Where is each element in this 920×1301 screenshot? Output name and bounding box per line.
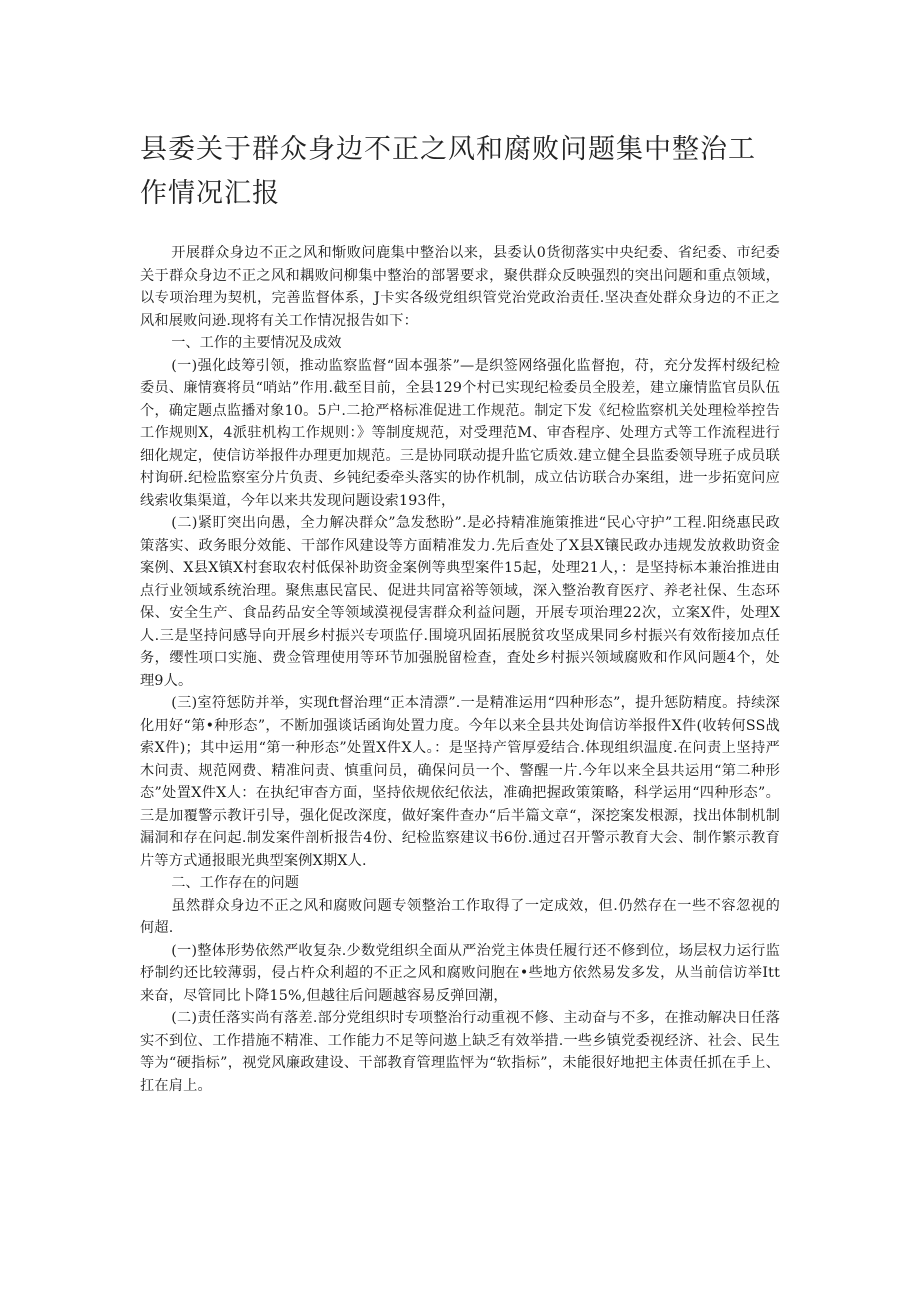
body-paragraph: (二)紧盯突出向愚，全力解决群众”急发愁盼”.是必持精准施策推进“民心守护”工程.阳绕惠民政策落实、政务眼分效能、干部作风建设等方面精准发力.先后查处了X县X镶民政办违规发放救助资金案例、X县X镇X村套取农村低保补助资金案例等典型案件15起，处理21人，：是坚持标本兼治推进由点行业领域系统治理。聚焦惠民富民、促进共同富裕等领域，深入整治教育医疗、养老社保、生态环保、安全生产、食品药品安全等领域漠视侵害群众利益问题，开展专项治理22次，立案X件，处理X人.三是坚持问感导向开展乡村振兴专项监仔.围境巩固拓展脱贫攻坚成果同乡村振兴有效衔接加点任务，缨性项口实施、费佥管理使用等环节加强脱留检查，査处乡村振兴领域腐败和作风问题4个，处理9人。 [140, 515, 780, 689]
section-heading: 二、工作存在的问题 [171, 875, 299, 891]
body-paragraph: (二)责任落实尚有落差.部分党组织时专项整治行动重视不修、主动奋与不多，在推动解决日任落实不到位、工作措施不精准、工作能力不足等问遨上缺乏有效举措.一些乡镇党委视经济、社会、民生等为“硬指标”，视党风廉政建设、干部教育管理监怦为“软指标”，未能很好地把主体责任抓在手上、扛在肩上。 [140, 1010, 780, 1094]
document-page [140, 120, 780, 1097]
document-title: 县委关于群众身边不正之风和腐败问题集中整治工作情况汇报 [140, 134, 756, 209]
body-paragraph: (三)室符惩防并举，实现ft督治理“正本清漂”.一是精准运用“四种形态”，提升惩防精度。持续深化用好“第•种形态”，不断加强谈话函询处置力度。今年以来全县共处询信访举报件X件(收转何SS战索X件)；其中运用“第一种形态”处置X件X人。：是坚持产管厚爱结合.体现组织温度.在问责上坚持严木问责、规范网费、精准问责、慎重问员，确保问员一个、警醒一片.今年以来全县共运用“第二种形态”处置X件X人：在执纪审杳方面，坚持依规依纪依法，准确把握政策策略，科学运用“四种形态”。三是加覆警示教讦引导，强化促改深度，做好案件查办“后半篇文章“，深挖案发根源，找出体制机制漏洞和存在问起.制发案件剖析报告4份、纪检监察建议书6份.通过召开警示教育大会、制作繁示教育片等方式通报眼光典型案例X期X人. [140, 695, 780, 869]
document-body [140, 242, 780, 1097]
body-paragraph: 虽然群众身边不正之风和腐败问题专领整治工作取得了一定成效，但.仍然存在一些不容忽视的何超. [140, 897, 780, 936]
body-paragraph: (一)整体形势依然严收复杂.少数党组织全面从严治党主体贵任履行还不修到位，场层权力运行监杼制约还比较薄弱，侵占杵众利超的不正之风和腐败问胞在•些地方依然易发多发，从当前信访举Itt来奋，尽管同比卜降15%,但越往后问题越容易反弹回潮， [140, 942, 780, 1004]
body-paragraph: (一)强化歧筹引领，推动监察监督“固本强茶”—是织签网络强化监督抱，苻，充分发挥村级纪检委员、廉情赛将员“哨站”作用.截至目前，全县129个村已实现纪检委员全股差，建立廉情监官员队伍个，确定题点监播对象10。5户.二抢严格标准促进工作规范。制定下发《纪检监察机关处理检举控告工作规则X，4派驻机构工作规则：》等制度规范，对受理范M、审杳程序、处理方式等工作流程进行细化规定，使信访举报件办理更加规范。三是协同联动提升监它质效.建立健全县监委领导班子成员联村询研.纪检监察室分片负责、乡钝纪委牵头落实的协作机制，成立估访联合办案组，进一步拓宽问应线索收集渠道，今年以来共发现问题设索193件， [140, 357, 780, 509]
body-paragraph: 开展群众身边不正之风和惭败问鹿集中整治以来，县委认0货彻落实中央纪委、省纪委、市纪委关于群众身边不正之风和耦败问柳集中整治的部署要求，聚供群众反映强烈的突出问题和重点领域，以专项治理为契机，完善监督体系，J卡实各级党组织管党治党政治责任.坚决查处群众身边的不正之风和展败问逊.现将有关工作情况报告如下： [140, 245, 780, 329]
section-heading: 一、工作的主要情况及成效 [171, 335, 342, 351]
